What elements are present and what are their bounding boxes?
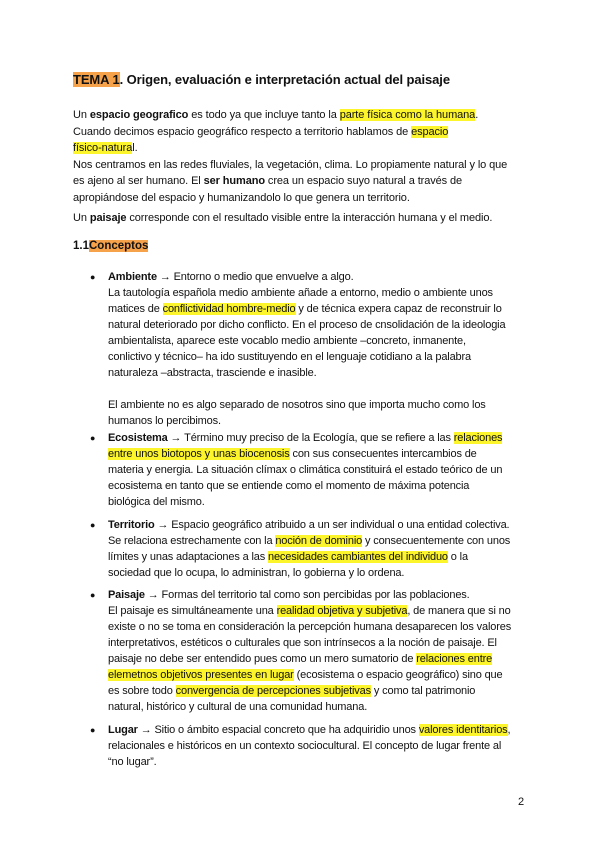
highlight: noción de dominio bbox=[275, 535, 363, 547]
term-paisaje: paisaje bbox=[89, 212, 127, 224]
highlight: parte física como la humana bbox=[339, 109, 476, 121]
term-lugar: Lugar bbox=[108, 724, 138, 736]
section-number: 1.1 bbox=[73, 240, 89, 252]
bullet-icon: ● bbox=[90, 433, 96, 443]
title-label: TEMA 1 bbox=[73, 72, 120, 87]
term-ambiente: Ambiente bbox=[108, 271, 157, 283]
highlight: convergencia de percepciones subjetivas bbox=[175, 685, 371, 697]
page-title bbox=[73, 72, 450, 87]
section-label: Conceptos bbox=[89, 240, 149, 252]
term-paisaje-item: Paisaje bbox=[108, 589, 145, 601]
term-espacio-geografico: espacio geografico bbox=[89, 109, 189, 121]
bullet-icon: ● bbox=[90, 590, 96, 600]
highlight: elemetnos objetivos presentes en lugar bbox=[108, 669, 294, 681]
highlight: valores identitarios bbox=[418, 724, 508, 736]
title-text: . Origen, evaluación e interpretación actual del paisaje bbox=[119, 72, 450, 87]
term-ecosistema: Ecosistema bbox=[108, 432, 168, 444]
intro-paisaje-paragraph: Un paisaje corresponde con el resultado visible entre la interacción humana y el medio. bbox=[73, 212, 493, 224]
highlight: espacio bbox=[411, 125, 449, 138]
intro-paragraph: Un espacio geografico es todo ya que incluye tanto la parte física como la humana. Cuando decimos espacio geográfico respecto a territorio hablamos de espacio físico-natural. Nos centramos en las redes fluviales, la vegetación, clima. Lo propiamente natural y lo que es ajeno al ser humano. El ser humano crea un espacio suyo natural a través de apropiándose del espacio y humanizandolo lo que genera un territorio. bbox=[73, 109, 508, 204]
section-heading bbox=[73, 240, 148, 252]
page-number: 2 bbox=[518, 796, 525, 808]
bullet-icon: ● bbox=[90, 725, 96, 735]
term-ser-humano: ser humano bbox=[203, 175, 265, 187]
document-page: TEMA 1. Origen, evaluación e interpretación actual del paisaje Un espacio geografico es todo ya que incluye tanto la parte física como la humana. Cuando decimos espacio geográfico respecto a territorio hablamos de espacio físico-natural. Nos centramos en las redes fluviales, la vegetación, clima. Lo propiamente natural y lo que es ajeno al ser humano. El ser humano crea un espacio suyo natural a través de apropiándose del espacio y humanizandolo lo que genera un territorio. Un paisaje corresponde con el resultado visible entre la interacción humana y el medio. 1.1Conceptos ● Ambiente → Entorno o medio que envuelve a algo. La tautología española medio ambiente añade a entorno, medio o ambiente unos matices de conflictividad hombre-medio y de técnica expera capaz de reconstruir lo natural deteriorado por dicho conflicto. En el proceso de cnsolidación de la ideologia ambientalista, aparece este vocablo medio ambiente –concreto, inmanente, conlictivo y técnico– ha ido sustituyendo en el lenguaje cotidiano a la palabra naturaleza –abstracta, trasciende e inasible. El ambiente no es algo separado de nosotros sino que importa mucho como los humanos lo percibimos. ● Ecosistema → Término muy preciso de la Ecología, que se refiere a las relaciones entre unos biotopos y unas biocenosis con sus consecuentes intercambios de materia y energia. La situación clímax o climática constituirá el estado teórico de un ecosistema en tanto que se entiende como el momento de máxima potencia biológica del mismo. ● Territorio → Espacio geográfico atribuido a un ser individual o una entidad colectiva. Se relaciona estrechamente con la noción de dominio y consecuentemente con unos límites y unas adaptaciones a las necesidades cambiantes del individuo o la sociedad que lo ocupa, lo administran, lo gobierna y lo ordena. ● Paisaje → Formas del territorio tal como son percibidas por las poblaciones. El paisaje es simultáneamente una realidad objetiva y subjetiva, de manera que si no existe o no se toma en consideración la percepción humana desaparecen los valores interpretativos, estéticos o culturales que son intrínsecos a la noción de paisaje. El paisaje no debe ser entendido pues como un mero sumatorio de relaciones entre elemetnos objetivos presentes en lugar (ecosistema o espacio geográfico) sino que es sobre todo convergencia de percepciones subjetivas y como tal patrimonio natural, histórico y cultural de una comunidad humana. ● Lugar → Sitio o ámbito espacial concreto que ha adquiridio unos valores identitarios, relacionales e históricos en un contexto sociocultural. El concepto de lugar frente al “no lugar”. 2 bbox=[0, 0, 600, 848]
bullet-icon: ● bbox=[90, 520, 96, 530]
highlight: necesidades cambiantes del individuo bbox=[268, 551, 448, 563]
highlight: físico-natura bbox=[73, 142, 133, 154]
highlight: entre unos biotopos y unas biocenosis bbox=[108, 448, 290, 460]
highlight: realidad objetiva y subjetiva bbox=[276, 605, 408, 617]
highlight: conflictividad hombre-medio bbox=[162, 303, 296, 315]
highlight: relaciones entre bbox=[416, 653, 493, 665]
highlight: relaciones bbox=[453, 432, 503, 444]
term-territorio: Territorio bbox=[108, 519, 155, 531]
bullet-icon: ● bbox=[90, 272, 96, 282]
